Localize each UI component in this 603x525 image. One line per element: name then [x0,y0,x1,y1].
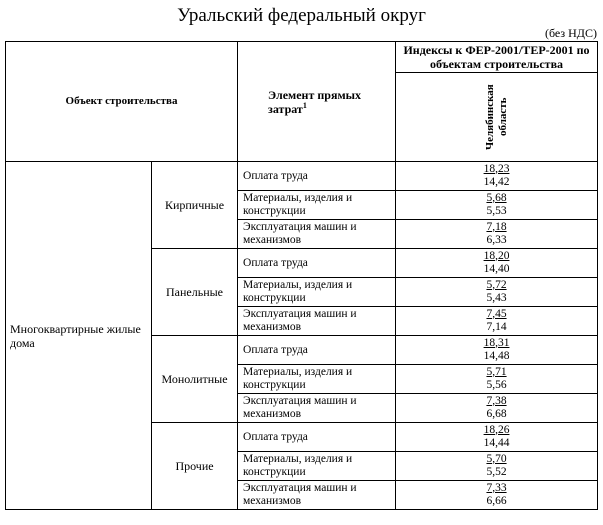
index-ter-value: 6,68 [486,408,507,420]
index-ter-value: 14,44 [483,437,510,449]
index-table [5,41,598,510]
cost-element-cell: Оплата труда [238,336,396,365]
cost-element-cell: Оплата труда [238,423,396,452]
building-type-cell: Панельные [152,249,238,336]
index-value-cell [396,278,598,307]
building-type-cell: Прочие [152,423,238,510]
index-fer-value: 7,18 [486,220,507,233]
cost-element-cell: Эксплуатация машин и механизмов [238,220,396,249]
index-fer-value: 18,26 [483,423,510,436]
object-header: Объект строительства [6,42,238,162]
object-name-cell: Многоквартирные жилые дома [6,162,152,510]
cost-element-cell: Материалы, изделия и конструкции [238,191,396,220]
cost-element-cell: Материалы, изделия и конструкции [238,452,396,481]
index-value-cell [396,481,598,510]
cost-element-cell: Материалы, изделия и конструкции [238,365,396,394]
index-fer-value: 5,68 [486,191,507,204]
index-ter-value: 14,48 [483,350,510,362]
cost-element-cell: Оплата труда [238,249,396,278]
index-value-cell [396,365,598,394]
index-fer-value: 18,31 [483,336,510,349]
index-value-cell [396,423,598,452]
index-value-cell [396,336,598,365]
index-value-cell [396,307,598,336]
index-fer-value: 5,72 [486,278,507,291]
cost-element-cell: Эксплуатация машин и механизмов [238,394,396,423]
region-header-label: Челябинская область [483,84,509,150]
index-value-cell [396,162,598,191]
table-body [6,162,598,510]
index-ter-value: 14,40 [483,263,510,275]
cost-element-cell: Оплата труда [238,162,396,191]
index-fer-value: 5,71 [486,365,507,378]
index-ter-value: 7,14 [486,321,507,333]
building-type-cell: Кирпичные [152,162,238,249]
index-fer-value: 5,70 [486,452,507,465]
index-ter-value: 6,33 [486,234,507,246]
index-ter-value: 5,52 [486,466,507,478]
cost-element-cell: Эксплуатация машин и механизмов [238,481,396,510]
indices-header: Индексы к ФЕР-2001/ТЕР-2001 по объектам строительства [396,42,598,73]
building-type-cell: Монолитные [152,336,238,423]
index-fer-value: 18,23 [483,162,510,175]
element-header [238,42,396,162]
index-value-cell [396,394,598,423]
cost-element-cell: Материалы, изделия и конструкции [238,278,396,307]
index-fer-value: 7,38 [486,394,507,407]
region-header [396,73,598,162]
index-value-cell [396,452,598,481]
element-header-footnote: 1 [302,100,307,110]
index-ter-value: 14,42 [483,176,510,188]
table-row [6,162,598,191]
index-value-cell [396,191,598,220]
index-fer-value: 18,20 [483,249,510,262]
index-ter-value: 5,53 [486,205,507,217]
vat-note: (без НДС) [544,26,597,40]
index-value-cell [396,220,598,249]
index-ter-value: 6,66 [486,495,507,507]
element-header-label: Элемент прямых затрат [268,87,361,116]
cost-element-cell: Эксплуатация машин и механизмов [238,307,396,336]
page-title: Уральский федеральный округ [177,5,426,26]
index-fer-value: 7,33 [486,481,507,494]
index-value-cell [396,249,598,278]
index-ter-value: 5,56 [486,379,507,391]
index-ter-value: 5,43 [486,292,507,304]
index-fer-value: 7,45 [486,307,507,320]
